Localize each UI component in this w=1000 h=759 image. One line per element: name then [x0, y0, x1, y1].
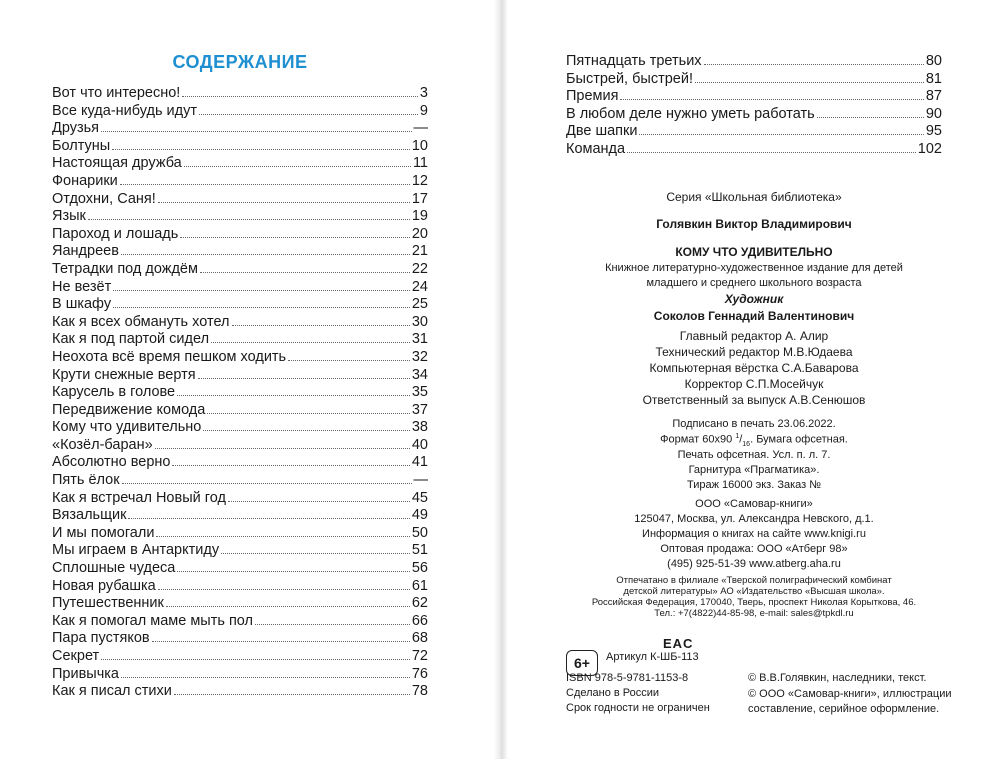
toc-entry-page: 11 [412, 155, 428, 172]
toc-entry-title: Пять ёлок [52, 472, 120, 489]
toc-entry-page: 12 [411, 172, 428, 189]
toc-entry-page: 22 [411, 260, 428, 277]
format-fraction-den: 16 [742, 440, 751, 448]
toc-entry-title: Абсолютно верно [52, 454, 171, 471]
made-in: Сделано в России [566, 687, 660, 699]
copyright-block [748, 671, 952, 718]
toc-entry-page: 17 [411, 190, 428, 207]
copyright-line: © ООО «Самовар-книги», иллюстрации [748, 687, 952, 700]
toc-leader-dots [88, 219, 410, 220]
toc-entry-page: 19 [411, 208, 428, 225]
toc-entry-title: Пароход и лошадь [52, 225, 179, 242]
page-gutter [494, 0, 508, 759]
toc-entry-page: 90 [925, 105, 942, 122]
toc-leader-dots [121, 677, 410, 678]
printer-line-4: Тел.: +7(4822)44-85-98, e-mail: sales@tpkdl.ru [654, 608, 854, 619]
toc-entry-title: Вот что интересно! [52, 85, 181, 101]
format-line: Формат 60х90 $^1/_{16}$. Бумага офсетная. [660, 433, 848, 448]
illustrator-name: Соколов Геннадий Валентинович [653, 309, 855, 323]
toc-leader-dots [121, 254, 410, 255]
toc-entry-page: 38 [411, 419, 428, 436]
toc-entry [52, 560, 428, 578]
toc-leader-dots [174, 694, 410, 695]
toc-entry [52, 490, 428, 508]
toc-entry-page: 87 [925, 88, 942, 105]
toc-entry [52, 507, 428, 525]
toc-entry-title: Друзья [52, 120, 100, 137]
toc-entry-page: 3 [419, 85, 428, 101]
staff-line: Компьютерная вёрстка С.А.Баварова [649, 361, 859, 375]
toc-leader-dots [152, 641, 410, 642]
toc-entry-title: Фонарики [52, 172, 118, 189]
toc-entry-title: Настоящая дружба [52, 155, 182, 172]
toc-entry-title: Мы играем в Антарктиду [52, 542, 220, 559]
toc-entry-page: 34 [411, 366, 428, 383]
eac-mark: EAC [663, 636, 694, 651]
toc-leader-dots [255, 624, 410, 625]
toc-leader-dots [199, 114, 418, 115]
signed-line: Подписано в печать 23.06.2022. [672, 418, 836, 430]
toc-entry [566, 53, 942, 71]
toc-entry [52, 472, 428, 490]
age-rating-badge: 6+ [566, 650, 598, 676]
toc-entry [52, 103, 428, 121]
toc-entry-page: 20 [411, 225, 428, 242]
toc-left-column [52, 85, 428, 701]
toc-entry [52, 314, 428, 332]
phone-line: (495) 925-51-39 www.atberg.aha.ru [667, 558, 841, 570]
toc-entry [52, 454, 428, 472]
illustrator-label: Художник [724, 292, 784, 306]
toc-leader-dots [704, 64, 924, 65]
colophon [548, 190, 960, 619]
publisher: ООО «Самовар-книги» [695, 498, 813, 510]
toc-entry-title: «Козёл-баран» [52, 436, 153, 453]
toc-leader-dots [211, 342, 410, 343]
toc-entry-title: Яандреев [52, 243, 119, 260]
toc-entry [52, 630, 428, 648]
printer-line-3: Российская Федерация, 170040, Тверь, проспект Николая Корыткова, 46. [591, 597, 917, 608]
toc-entry-page: 10 [411, 137, 428, 154]
toc-entry-title: Сплошные чудеса [52, 560, 176, 577]
toc-right-column [566, 53, 942, 159]
toc-leader-dots [695, 82, 924, 83]
typeface-line: Гарнитура «Прагматика». [688, 464, 820, 476]
toc-entry-page: 40 [411, 436, 428, 453]
toc-leader-dots [182, 96, 418, 97]
toc-leader-dots [639, 134, 923, 135]
publisher-website: Информация о книгах на сайте www.knigi.ru [642, 528, 866, 540]
toc-entry-title: Не везёт [52, 278, 112, 295]
description-line-1: Книжное литературно-художественное издание для детей [605, 262, 903, 274]
toc-entry-title: Как я под партой сидел [52, 331, 210, 348]
toc-entry [52, 666, 428, 684]
toc-entry-page: — [413, 120, 428, 137]
toc-leader-dots [200, 272, 410, 273]
toc-entry-page: 21 [411, 243, 428, 260]
toc-leader-dots [198, 378, 410, 379]
toc-entry-page: 56 [411, 560, 428, 577]
toc-entry-title: Все куда-нибудь идут [52, 102, 197, 119]
toc-leader-dots [120, 184, 410, 185]
toc-entry-page: 72 [411, 648, 428, 664]
toc-entry-page: 25 [411, 296, 428, 313]
printer-line-1: Отпечатано в филиале «Тверской полиграфический комбинат [616, 575, 892, 586]
toc-leader-dots [122, 483, 412, 484]
toc-leader-dots [177, 571, 410, 572]
toc-entry [52, 349, 428, 367]
format-suffix: . Бумага офсетная. [750, 433, 848, 446]
toc-entry [52, 85, 428, 103]
toc-entry [52, 191, 428, 209]
toc-entry-page: 31 [411, 331, 428, 348]
toc-entry-title: Как я писал стихи [52, 683, 172, 700]
toc-entry [52, 226, 428, 244]
toc-leader-dots [203, 430, 410, 431]
toc-leader-dots [627, 152, 916, 153]
toc-entry-page: 81 [925, 70, 942, 87]
toc-entry [52, 120, 428, 138]
toc-leader-dots [112, 149, 410, 150]
toc-leader-dots [228, 501, 410, 502]
toc-entry [52, 542, 428, 560]
toc-entry-page: 62 [411, 595, 428, 612]
toc-entry-page: 35 [411, 384, 428, 401]
toc-entry-page: 30 [411, 313, 428, 330]
toc-leader-dots [156, 536, 409, 537]
toc-entry-title: Передвижение комода [52, 401, 206, 418]
article-number: Артикул К-ШБ-113 [606, 651, 699, 663]
toc-entry-title: Как я встречал Новый год [52, 489, 226, 506]
toc-leader-dots [128, 518, 409, 519]
toc-entry-title: Язык [52, 208, 86, 225]
toc-entry-title: Крути снежные вертя [52, 366, 196, 383]
toc-entry-title: Пара пустяков [52, 630, 150, 647]
toc-entry-page: 80 [925, 53, 942, 69]
toc-entry [52, 296, 428, 314]
toc-entry-title: Неохота всё время пешком ходить [52, 348, 287, 365]
toc-entry [52, 138, 428, 156]
toc-entry-page: 50 [411, 524, 428, 541]
toc-leader-dots [232, 325, 410, 326]
toc-title: СОДЕРЖАНИЕ [172, 52, 308, 72]
toc-entry-page: 9 [419, 102, 428, 119]
toc-entry-title: Вязальщик [52, 507, 127, 524]
toc-entry [52, 279, 428, 297]
toc-entry [52, 683, 428, 701]
toc-entry [52, 243, 428, 261]
toc-entry-title: Премия [566, 88, 619, 105]
toc-entry-title: Как я помогал маме мыть пол [52, 612, 254, 629]
toc-entry-title: Как я всех обмануть хотел [52, 313, 230, 330]
staff-line: Ответственный за выпуск А.В.Сенюшов [642, 393, 866, 407]
printer-line-2: детской литературы» АО «Издательство «Высшая школа». [623, 586, 885, 597]
toc-entry-title: В любом деле нужно уметь работать [566, 105, 815, 122]
toc-entry [566, 106, 942, 124]
toc-entry [52, 208, 428, 226]
toc-entry-page: 24 [411, 278, 428, 295]
format-prefix: Формат 60х90 [660, 433, 733, 446]
toc-entry-title: Привычка [52, 665, 119, 682]
toc-entry-page: 68 [411, 630, 428, 647]
toc-entry [566, 141, 942, 159]
toc-entry [52, 384, 428, 402]
toc-entry-title: Быстрей, быстрей! [566, 70, 693, 87]
staff-line: Главный редактор А. Алир [679, 329, 829, 343]
toc-entry [52, 173, 428, 191]
toc-entry [52, 402, 428, 420]
toc-entry [566, 123, 942, 141]
series-line: Серия «Школьная библиотека» [666, 190, 842, 204]
toc-entry-title: Новая рубашка [52, 577, 156, 594]
toc-entry [52, 595, 428, 613]
toc-entry-title: Кому что удивительно [52, 419, 202, 436]
toc-leader-dots [101, 131, 411, 132]
isbn: ISBN 978-5-9781-1153-8 [566, 672, 689, 684]
description-line-2: младшего и среднего школьного возраста [646, 277, 862, 289]
toc-entry [566, 71, 942, 89]
format-fraction-num: 1 [735, 433, 740, 440]
toc-entry-page: 49 [411, 507, 428, 524]
toc-entry-page: 32 [411, 348, 428, 365]
toc-leader-dots [101, 659, 410, 660]
run-line: Тираж 16000 экз. Заказ № [686, 479, 822, 491]
toc-leader-dots [817, 117, 924, 118]
toc-leader-dots [113, 307, 410, 308]
toc-entry-page: 61 [411, 577, 428, 594]
toc-leader-dots [207, 413, 410, 414]
print-line: Печать офсетная. Усл. п. л. 7. [677, 449, 831, 461]
toc-entry-title: Тетрадки под дождём [52, 260, 198, 277]
toc-entry-title: Карусель в голове [52, 384, 176, 401]
toc-leader-dots [113, 290, 410, 291]
toc-entry [566, 88, 942, 106]
toc-leader-dots [158, 589, 410, 590]
staff-line: Технический редактор М.В.Юдаева [655, 345, 853, 359]
toc-leader-dots [177, 395, 410, 396]
toc-leader-dots [620, 99, 923, 100]
toc-entry-page: 45 [411, 489, 428, 506]
toc-entry-page: 76 [411, 665, 428, 682]
toc-leader-dots [158, 202, 410, 203]
copyright-line: © В.В.Голявкин, наследники, текст. [748, 672, 927, 684]
toc-entry-title: Отдохни, Саня! [52, 190, 156, 207]
toc-leader-dots [180, 237, 410, 238]
toc-leader-dots [184, 166, 411, 167]
toc-entry [52, 261, 428, 279]
toc-entry [52, 419, 428, 437]
toc-entry-title: Путешественник [52, 595, 164, 612]
toc-entry-page: 102 [917, 140, 942, 157]
toc-entry-page: 78 [411, 683, 428, 700]
wholesale-line: Оптовая продажа: ООО «Атберг 98» [660, 543, 848, 555]
toc-entry-title: И мы помогали [52, 524, 155, 541]
toc-entry-title: В шкафу [52, 296, 112, 313]
book-title: КОМУ ЧТО УДИВИТЕЛЬНО [675, 245, 833, 259]
shelf-life: Срок годности не ограничен [566, 702, 710, 714]
toc-entry-page: 41 [411, 454, 428, 471]
staff-line: Корректор С.П.Мосейчук [684, 377, 824, 391]
toc-entry [52, 613, 428, 631]
publisher-address: 125047, Москва, ул. Александра Невского, д.1. [634, 513, 874, 525]
toc-entry-title: Секрет [52, 648, 100, 664]
toc-entry [52, 578, 428, 596]
toc-leader-dots [166, 606, 410, 607]
toc-entry-title: Пятнадцать третьих [566, 53, 702, 69]
toc-entry [52, 525, 428, 543]
copyright-line: составление, серийное оформление. [748, 703, 940, 715]
toc-entry-page: 37 [411, 401, 428, 418]
toc-entry-title: Две шапки [566, 123, 638, 140]
toc-entry-page: — [413, 472, 428, 489]
toc-leader-dots [155, 448, 410, 449]
toc-entry [52, 648, 428, 666]
toc-entry [52, 331, 428, 349]
toc-entry-title: Команда [566, 140, 626, 157]
toc-leader-dots [221, 553, 410, 554]
toc-entry-page: 51 [411, 542, 428, 559]
toc-entry [52, 367, 428, 385]
toc-leader-dots [288, 360, 410, 361]
toc-entry-page: 66 [411, 612, 428, 629]
toc-entry-title: Болтуны [52, 137, 111, 154]
author: Голявкин Виктор Владимирович [656, 217, 852, 231]
toc-entry-page: 95 [925, 123, 942, 140]
toc-entry [52, 155, 428, 173]
toc-entry [52, 437, 428, 455]
toc-leader-dots [172, 465, 409, 466]
